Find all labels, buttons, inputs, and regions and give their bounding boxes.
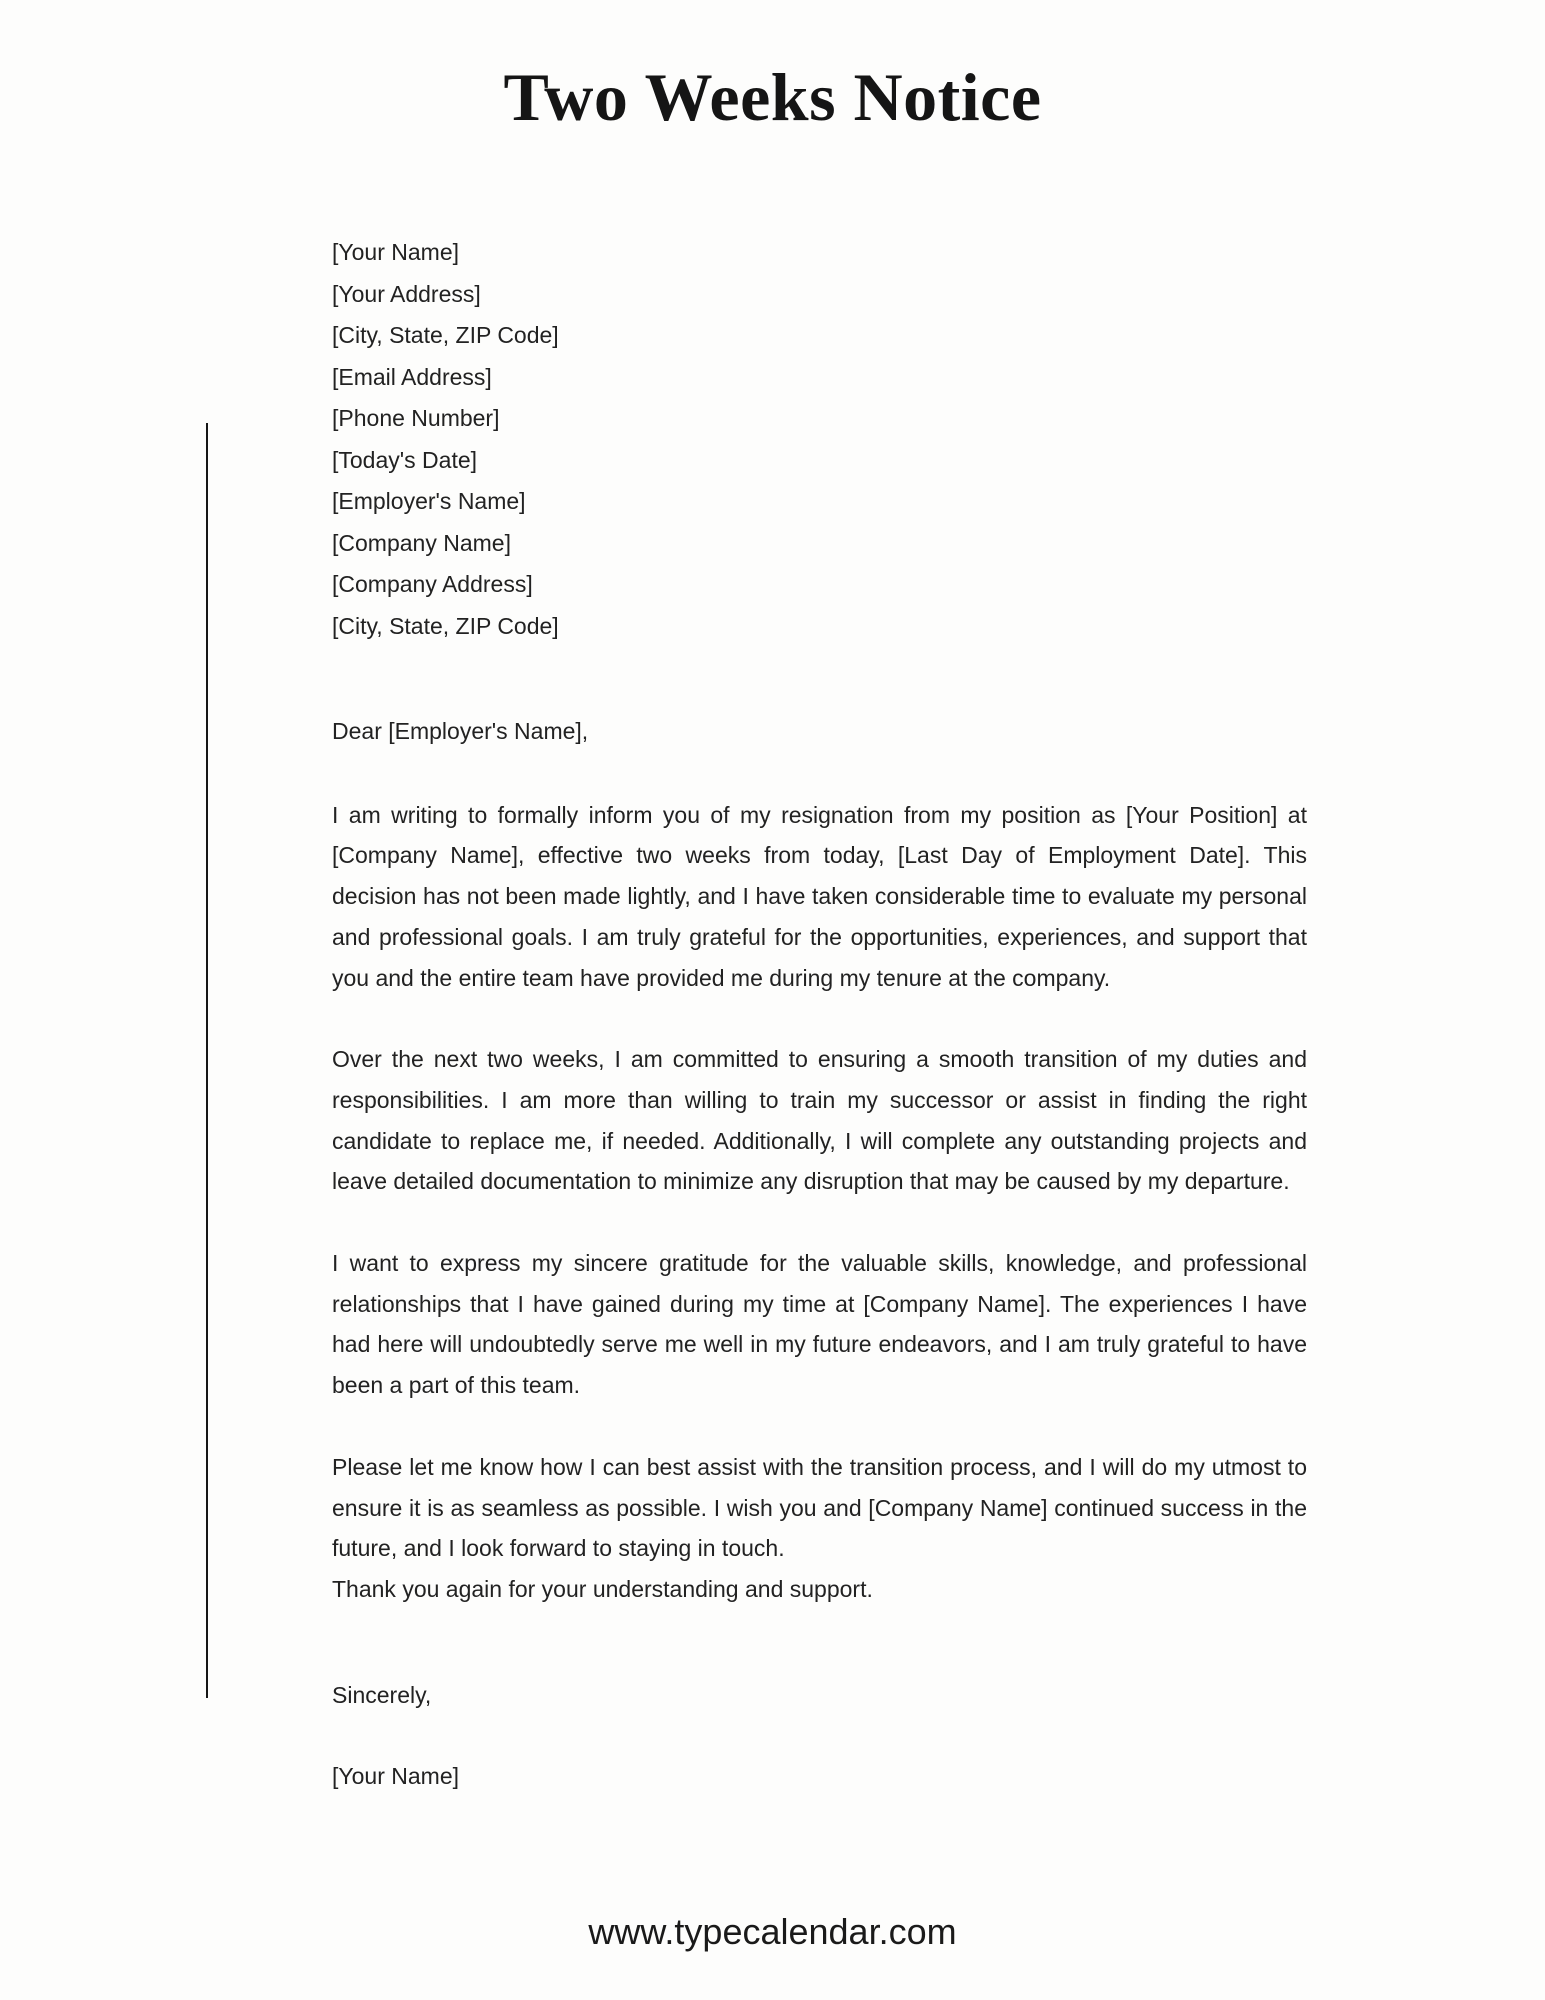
address-line: [Phone Number] [332, 405, 500, 431]
address-line: [Company Address] [332, 571, 533, 597]
page-title: Two Weeks Notice [503, 59, 1042, 135]
body-paragraph: I am writing to formally inform you of my resignation from my position as [Your Position] at [Company Name], effective two weeks from today, [Last Day of Employment Date]. This decision has not been made lightly, and I have taken considerable time to evaluate my personal and professional goals. I am truly grateful for the opportunities, experiences, and support that you and the entire team have provided me during my tenure at the company. [332, 801, 1307, 991]
address-line: [Employer's Name] [332, 488, 526, 514]
address-line: [City, State, ZIP Code] [332, 612, 559, 639]
body-paragraph: Over the next two weeks, I am committed to ensuring a smooth transition of my duties and responsibilities. I am more than willing to train my successor or assist in finding the right candidate to replace me, if needed. Additionally, I will complete any outstanding projects and leave detailed documentation to minimize any disruption that may be caused by my departure. [332, 1046, 1307, 1195]
footer-website-text: www.typecalendar.com [588, 1911, 957, 1952]
salutation: Dear [Employer's Name], [332, 718, 589, 744]
address-line: [Email Address] [332, 363, 492, 390]
address-line: [Your Name] [332, 239, 459, 265]
address-line: [City, State, ZIP Code] [332, 322, 559, 348]
letter-content [332, 232, 1307, 1797]
sign-off: Sincerely, [332, 1681, 432, 1708]
address-line: [Your Address] [332, 280, 481, 307]
address-line: [Today's Date] [332, 446, 478, 473]
sender-info-block [332, 232, 1307, 647]
signature-name: [Your Name] [332, 1763, 459, 1790]
left-margin-rule [206, 423, 208, 1698]
body-paragraph: I want to express my sincere gratitude for the valuable skills, knowledge, and professional relationships that I have gained during my time at [Company Name]. The experiences I have had here will undoubtedly serve me well in my future endeavors, and I am truly grateful to have been a part of this team. [332, 1250, 1307, 1399]
address-line: [Company Name] [332, 529, 511, 556]
closing-thanks-line: Thank you again for your understanding and support. [332, 1575, 873, 1602]
body-paragraph: Please let me know how I can best assist with the transition process, and I will do my utmost to ensure it is as seamless as possible. I wish you and [Company Name] continued success in the future, and I look forward to staying in touch. [332, 1453, 1307, 1562]
letter-body [332, 795, 1307, 1569]
